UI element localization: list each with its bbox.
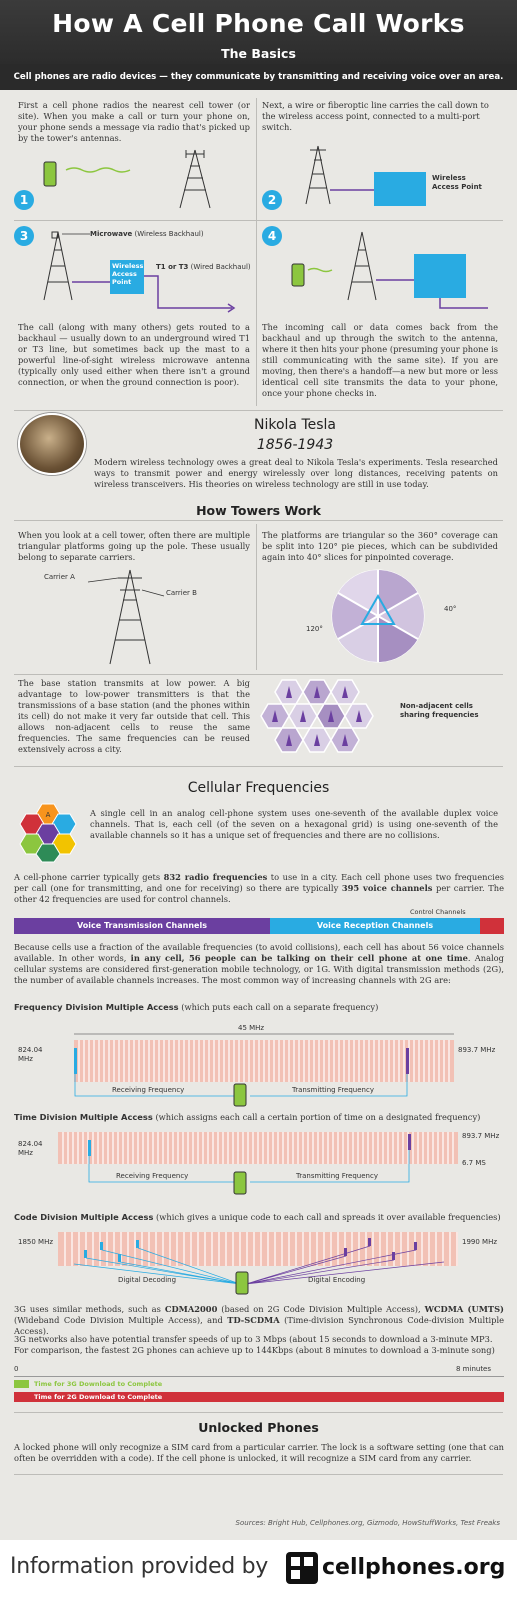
section-title-unlocked: Unlocked Phones [198, 1420, 319, 1435]
cellphones-logo-icon [286, 1552, 318, 1584]
tdma-right-freq: 893.7 MHz [462, 1132, 500, 1140]
tdma-title: Time Division Multiple Access (which assigns each call a certain portion of time on a designated frequency) [14, 1112, 481, 1122]
phone-icon [44, 162, 56, 186]
step-4-badge: 4 [262, 226, 282, 246]
hex-grid-reuse [262, 676, 382, 768]
g3-text-1: 3G uses similar methods, such as CDMA2000 (based on 2G Code Division Multiple Access), WCDMA (UMTS) (Wideband Code Division Multiple Access), and TD-SCDMA (Time-division Synchronous Code-division Multiple Access). [14, 1304, 505, 1336]
divider [14, 766, 503, 767]
tdma-left-freq: 824.04 MHz [18, 1140, 43, 1157]
download-bar-3g-label: Time for 3G Download to Complete [34, 1380, 163, 1388]
download-axis-start: 0 [14, 1365, 19, 1373]
fdma-right-freq: 893.7 MHz [458, 1046, 496, 1054]
divider [14, 1412, 503, 1413]
frequencies-text-3: Because cells use a fraction of the available frequencies (to avoid collisions), each cell has about 56 voice channels available. In other words, in any cell, 56 people can be talking on their cell phone at one time. Analog cellular systems are considered first-generation mobile technology, or 1G. With digital transmission methods (2G), the number of available channels increases. The most common way of increasing channels with 2G are: [14, 942, 504, 985]
download-bar-3g [14, 1380, 29, 1388]
wireless-access-point-label: Wireless Access Point [432, 174, 482, 191]
nonadjacent-label: Non-adjacent cells sharing frequencies [400, 702, 479, 719]
access-point-box [414, 254, 466, 298]
cell-tower-icon [180, 150, 210, 208]
cdma-enc-label: Digital Encoding [308, 1276, 366, 1284]
frequencies-text-1: A single cell in an analog cell-phone system uses one-seventh of the available duplex voice channels. That is, each cell (of the seven on a hexagonal grid) is using one-seventh of the available channels so it has a unique set of frequencies and there are no collisions. [90, 808, 498, 840]
carrier-b-label: Carrier B [166, 589, 197, 597]
divider [14, 410, 503, 411]
carrier-a-label: Carrier A [44, 573, 75, 581]
voice-tx-bar: Voice Transmission Channels [14, 918, 270, 934]
fdma-diagram [14, 1016, 504, 1112]
step-3-badge: 3 [14, 226, 34, 246]
cell-tower-icon [348, 232, 376, 300]
basics-step2-text: Next, a wire or fiberoptic line carries the call down to the wireless access point, connected to a multi-port switch. [262, 100, 489, 132]
intro-banner: Cell phones are radio devices — they communicate by transmitting and receiving voice over an area. [0, 64, 517, 90]
towers-text-1: When you look at a cell tower, often there are multiple triangular platforms going up the pole. These usually belong to separate carriers. [18, 530, 250, 562]
microwave-label: Microwave (Wireless Backhaul) [90, 230, 204, 238]
frequencies-text-2: A cell-phone carrier typically gets 832 radio frequencies to use in a city. Each cell phone uses two frequencies per call (one for transmitting, and one for receiving) so there are typically 395 voice channels per carrier. The other 42 frequencies are used for control channels. [14, 872, 504, 904]
divider [14, 1474, 503, 1475]
control-channels-bar [480, 918, 504, 934]
phone-icon [236, 1272, 248, 1294]
divider [14, 674, 503, 675]
cdma-diagram [14, 1228, 504, 1298]
fdma-title: Frequency Division Multiple Access (which puts each call on a separate frequency) [14, 1002, 379, 1012]
access-point-label: Wireless Access Point [112, 262, 144, 286]
basics-step4-text: The incoming call or data comes back from the backhaul and up through the switch to the antenna, where it then hits your phone (presuming your phone is still communicating with the same site). If you are moving, then there's a handoff—a new but more or less identical cell site transmits the data to your phone, once your phone checks in. [262, 322, 498, 398]
tdma-diagram [14, 1128, 504, 1198]
fdma-left-freq: 824.04 MHz [18, 1046, 43, 1063]
section-title-towers: How Towers Work [196, 503, 321, 518]
phone-icon [234, 1172, 246, 1194]
fdma-span-label: 45 MHz [238, 1024, 265, 1032]
phone-icon [292, 264, 304, 286]
t1-label: T1 or T3 (Wired Backhaul) [156, 263, 251, 271]
tesla-name: Nikola Tesla [253, 417, 336, 433]
cdma-right-freq: 1990 MHz [462, 1238, 498, 1246]
hex-letter: A [45, 811, 51, 819]
basics-step1-text: First a cell phone radios the nearest cell tower (or site). When you make a call or turn your phone on, your phone sends a message via radio that's picked up by the tower's antennas. [18, 100, 250, 143]
step-1-badge: 1 [14, 190, 34, 210]
download-axis-end: 8 minutes [456, 1365, 492, 1373]
cell-tower-icon [110, 570, 150, 664]
section-title-frequencies: Cellular Frequencies [187, 780, 330, 796]
sources: Sources: Bright Hub, Cellphones.org, Gizmodo, HowStuffWorks, Test Freaks [235, 1519, 500, 1527]
step4-diagram [256, 220, 512, 318]
tdma-ms-label: 6.7 MS [462, 1159, 486, 1167]
cdma-left-freq: 1850 MHz [18, 1238, 54, 1246]
phone-icon [234, 1084, 246, 1106]
towers-text-2: The platforms are triangular so the 360° coverage can be split into 120° pie pieces, which can be subdivided again into 40° slices for pinpointed coverage. [262, 530, 498, 562]
page-title: How A Cell Phone Call Works [52, 9, 465, 38]
tesla-text: Modern wireless technology owes a great deal to Nikola Tesla's experiments. Tesla researched ways to transmit power and energy wirelessly over long distances, receiving patents on wireless transceivers. His theories on wireless technology are still in use today. [94, 457, 498, 489]
step-2-badge: 2 [262, 190, 282, 210]
deg40-label: 40° [444, 605, 457, 613]
tdma-tx-label: Transmitting Frequency [296, 1172, 378, 1180]
access-point-box [374, 172, 426, 206]
download-axis [14, 1376, 504, 1377]
download-bar-2g-label: Time for 2G Download to Complete [34, 1393, 163, 1401]
divider [14, 520, 503, 521]
towers-text-3: The base station transmits at low power. A big advantage to low-power transmitters is that the transmissions of a base station (and the phones within its cell) do not make it very far outside that cell. This allows non-adjacent cells to reuse the same frequencies. The same frequencies can be reused extensively across a city. [18, 678, 250, 754]
coverage-pie [326, 566, 436, 666]
unlocked-text: A locked phone will only recognize a SIM card from a particular carrier. The lock is a software setting (one that can often be overridden with a code). If the cell phone is unlocked, it will recognize a SIM card from any carrier. [14, 1442, 504, 1463]
step1-diagram [0, 140, 256, 218]
g3-text-2: 3G networks also have potential transfer speeds of up to 3 Mbps (about 15 seconds to download a 3-minute MP3. For comparison, the fastest 2G phones can achieve up to 144Kbps (about 8 minutes to download a 3-minute song) [14, 1334, 495, 1355]
control-channels-label: Control Channels [410, 908, 466, 916]
tesla-portrait [18, 413, 86, 475]
cdma-dec-label: Digital Decoding [118, 1276, 177, 1284]
deg120-label: 120° [306, 625, 323, 633]
footer [0, 1540, 517, 1600]
cell-tower-icon [306, 146, 330, 204]
cell-tower-icon [44, 232, 72, 300]
fdma-rx-label: Receiving Frequency [112, 1086, 185, 1094]
tdma-rx-label: Receiving Frequency [116, 1172, 189, 1180]
seven-cell-hex-icon [18, 802, 80, 862]
fdma-tx-label: Transmitting Frequency [292, 1086, 374, 1094]
voice-rx-bar: Voice Reception Channels [270, 918, 480, 934]
basics-step3-text: The call (along with many others) gets routed to a backhaul — usually down to an underground wired T1 or T3 line, but sometimes back up the mast to a powerful line-of-sight wireless microwave antenna (typically only used either when there isn't a ground connection, or when the ground connection is poor). [18, 322, 250, 387]
footer-info: Information provided by [10, 1554, 269, 1579]
section-title-basics: The Basics [221, 46, 296, 61]
footer-brand: cellphones.org [322, 1555, 506, 1580]
tesla-years: 1856-1943 [256, 437, 334, 453]
towers-divider-v [256, 524, 257, 670]
cdma-title: Code Division Multiple Access (which gives a unique code to each call and spreads it over available frequencies) [14, 1212, 501, 1222]
